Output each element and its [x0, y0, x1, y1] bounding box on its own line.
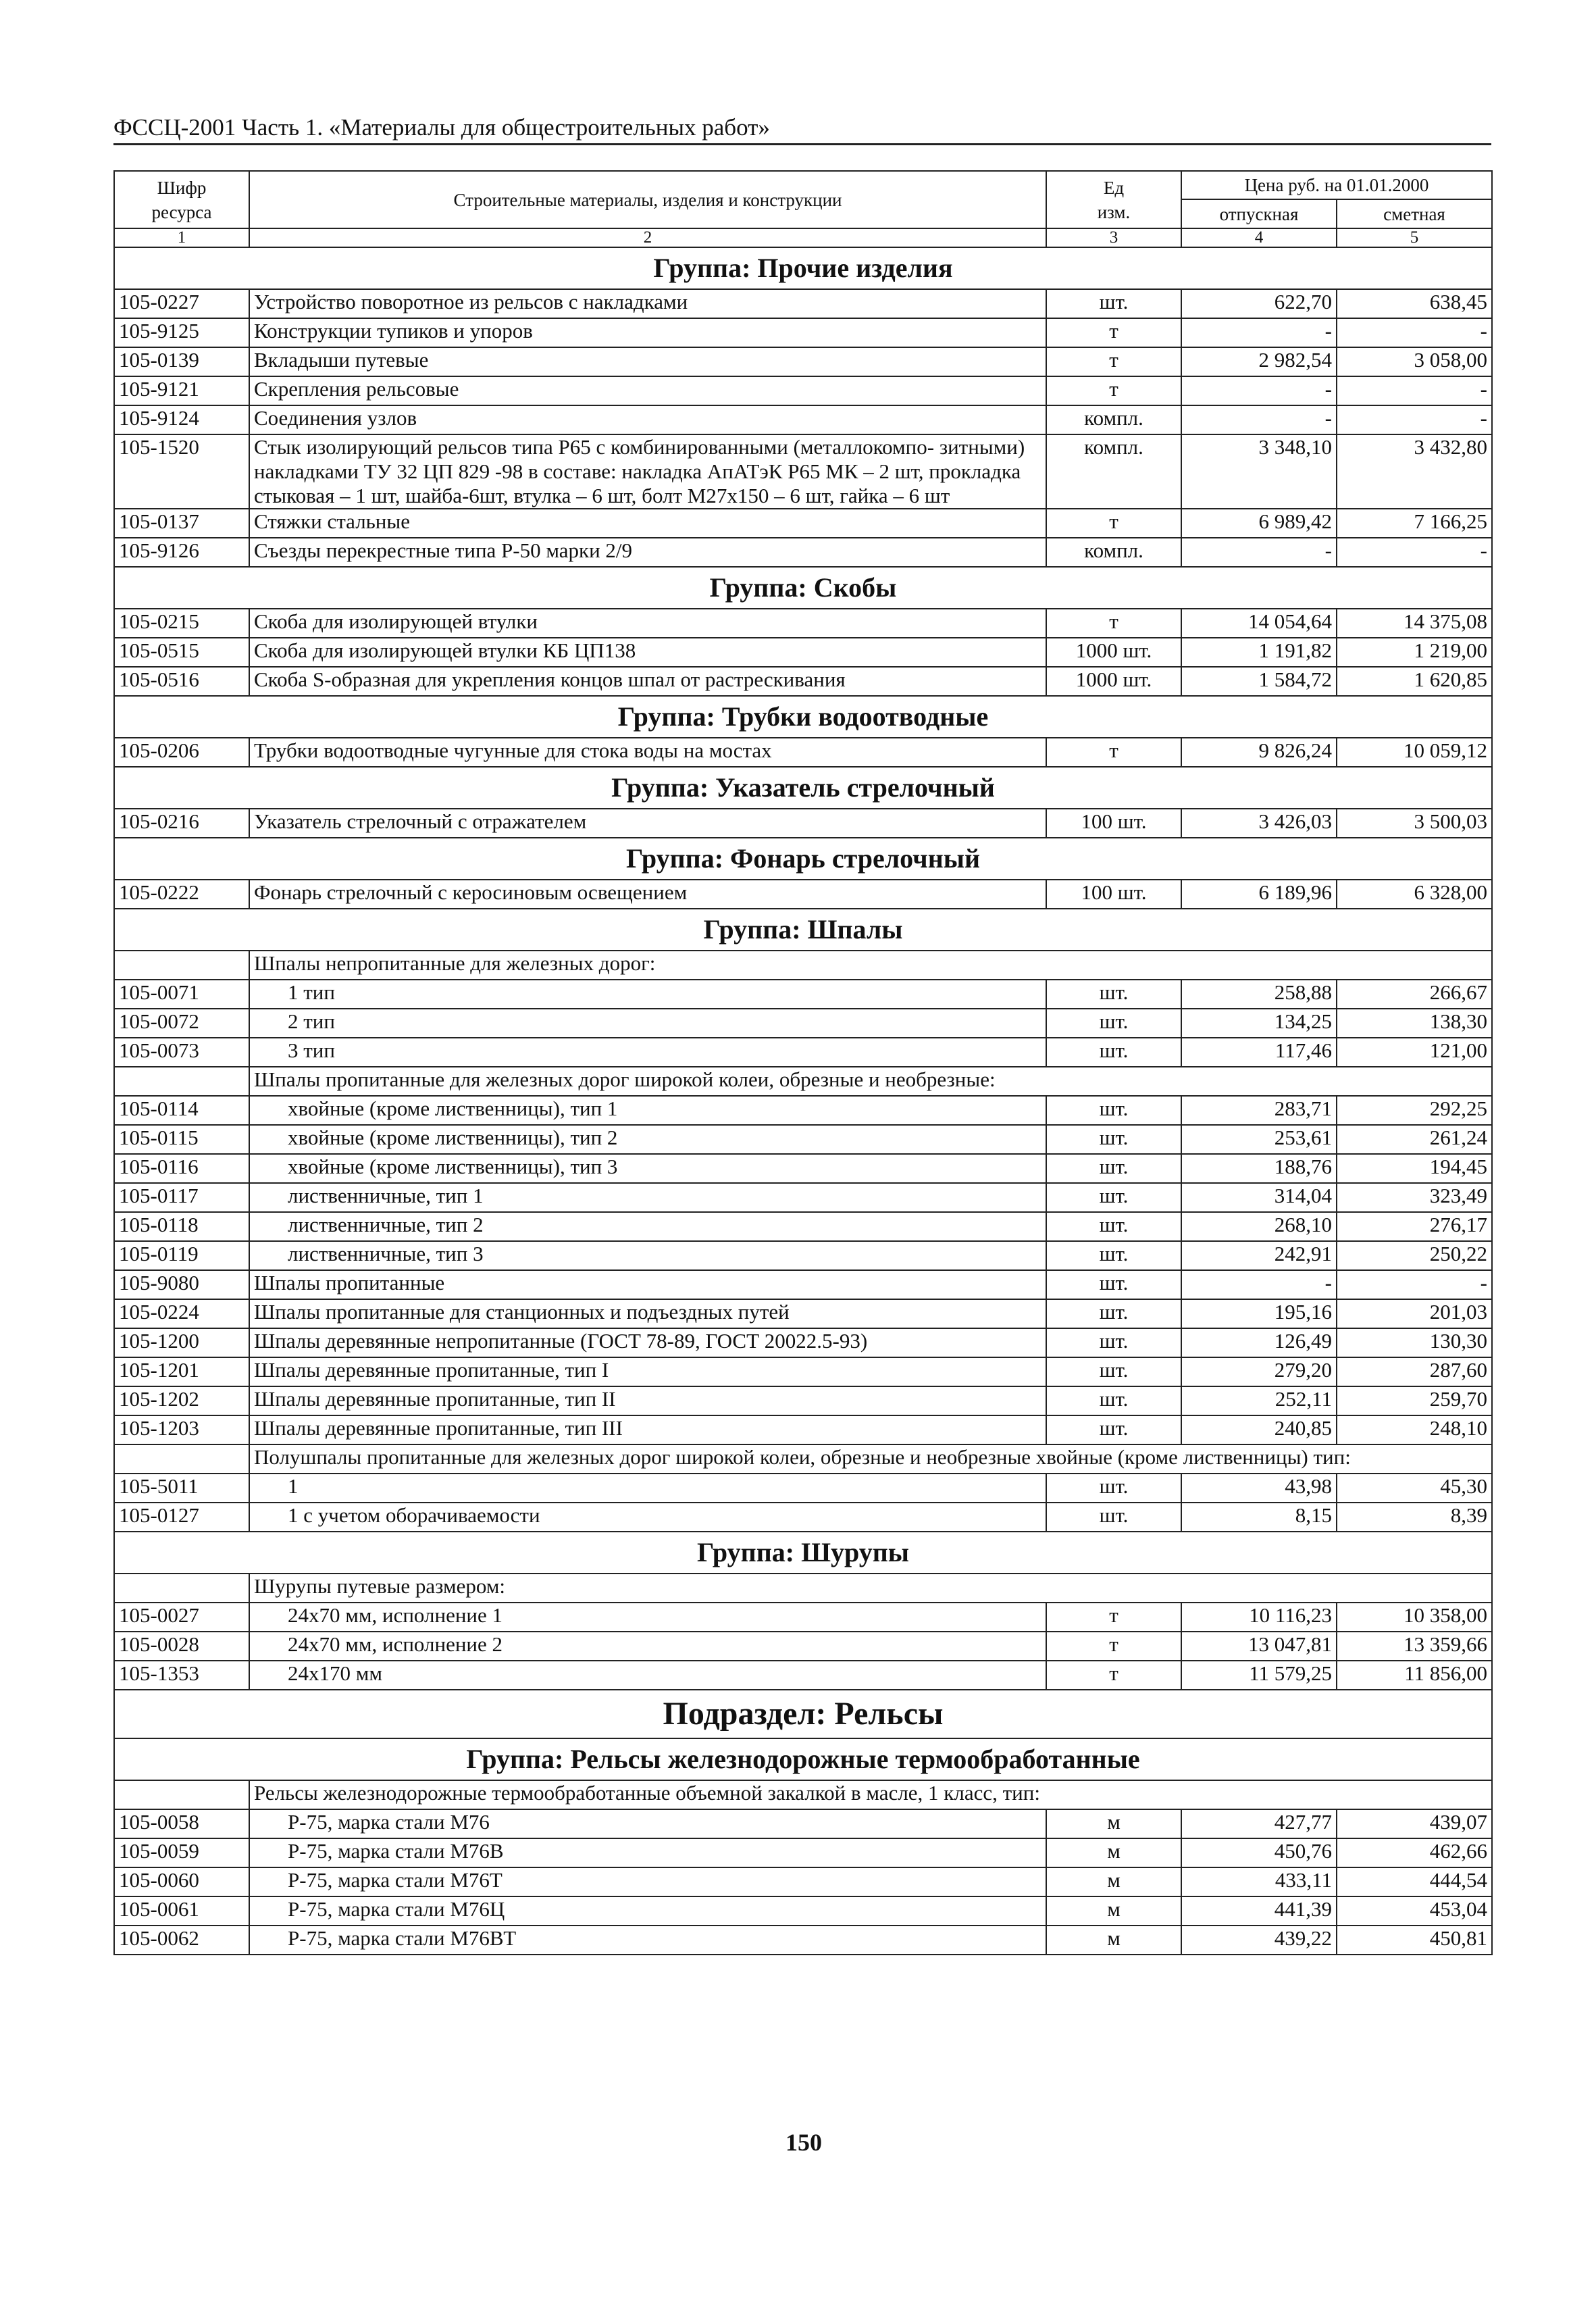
unit-cell: шт.: [1046, 1474, 1181, 1503]
release-price: 6 189,96: [1181, 880, 1337, 909]
estimate-price: 3 500,03: [1337, 809, 1492, 838]
unit-cell: т: [1046, 1632, 1181, 1661]
resource-code: 105-9080: [114, 1270, 249, 1299]
table-row: [114, 1328, 1492, 1357]
release-price: -: [1181, 318, 1337, 347]
release-price: 3 426,03: [1181, 809, 1337, 838]
release-price: 427,77: [1181, 1809, 1337, 1838]
subheading-text: Рельсы железнодорожные термообработанные объемной закалкой в масле, 1 класс, тип:: [249, 1780, 1492, 1809]
group-heading: Группа: Прочие изделия: [114, 247, 1492, 289]
table-row: [114, 809, 1492, 838]
resource-code: 105-0139: [114, 347, 249, 376]
estimate-price: 121,00: [1337, 1038, 1492, 1067]
unit-cell: т: [1046, 509, 1181, 538]
resource-code: 105-0224: [114, 1299, 249, 1328]
resource-code: 105-0060: [114, 1867, 249, 1896]
estimate-price: 638,45: [1337, 289, 1492, 318]
resource-code: 105-1203: [114, 1415, 249, 1444]
estimate-price: 248,10: [1337, 1415, 1492, 1444]
resource-code: 105-0072: [114, 1009, 249, 1038]
resource-code: 105-0071: [114, 980, 249, 1009]
release-price: 450,76: [1181, 1838, 1337, 1867]
material-name: Съезды перекрестные типа Р-50 марки 2/9: [249, 538, 1046, 567]
release-price: 134,25: [1181, 1009, 1337, 1038]
col-header-code: Шифр ресурса: [114, 171, 249, 228]
estimate-price: 439,07: [1337, 1809, 1492, 1838]
unit-cell: шт.: [1046, 1212, 1181, 1241]
estimate-price: 45,30: [1337, 1474, 1492, 1503]
table-row: [114, 1241, 1492, 1270]
unit-cell: т: [1046, 376, 1181, 405]
subheading-text: Шурупы путевые размером:: [249, 1574, 1492, 1603]
estimate-price: 3 058,00: [1337, 347, 1492, 376]
resource-code: 105-5011: [114, 1474, 249, 1503]
unit-cell: шт.: [1046, 1038, 1181, 1067]
release-price: 11 579,25: [1181, 1661, 1337, 1690]
table-row: [114, 1896, 1492, 1926]
table-row: [114, 1386, 1492, 1415]
unit-cell: 1000 шт.: [1046, 638, 1181, 667]
estimate-price: 444,54: [1337, 1867, 1492, 1896]
unit-cell: шт.: [1046, 1357, 1181, 1386]
material-name: Р-75, марка стали М76Ц: [249, 1896, 1046, 1926]
resource-code: 105-0216: [114, 809, 249, 838]
release-price: 242,91: [1181, 1241, 1337, 1270]
resource-code: 105-1201: [114, 1357, 249, 1386]
table-row: [114, 738, 1492, 767]
release-price: 9 826,24: [1181, 738, 1337, 767]
table-row: [114, 1009, 1492, 1038]
table-row: [114, 318, 1492, 347]
estimate-price: 201,03: [1337, 1299, 1492, 1328]
material-name: 1 тип: [249, 980, 1046, 1009]
table-row: [114, 347, 1492, 376]
material-name: Р-75, марка стали М76: [249, 1809, 1046, 1838]
unit-cell: 100 шт.: [1046, 880, 1181, 909]
unit-cell: т: [1046, 609, 1181, 638]
unit-cell: м: [1046, 1896, 1181, 1926]
resource-code: 105-0127: [114, 1503, 249, 1532]
estimate-price: 194,45: [1337, 1154, 1492, 1183]
estimate-price: 10 059,12: [1337, 738, 1492, 767]
estimate-price: -: [1337, 538, 1492, 567]
table-row: [114, 1474, 1492, 1503]
column-number: 1: [114, 228, 249, 247]
material-name: Шпалы деревянные пропитанные, тип III: [249, 1415, 1046, 1444]
estimate-price: 292,25: [1337, 1096, 1492, 1125]
table-row: [114, 1603, 1492, 1632]
col-header-unit: Ед изм.: [1046, 171, 1181, 228]
material-name: 2 тип: [249, 1009, 1046, 1038]
unit-cell: шт.: [1046, 1270, 1181, 1299]
estimate-price: 261,24: [1337, 1125, 1492, 1154]
material-name: 1 с учетом оборачиваемости: [249, 1503, 1046, 1532]
release-price: 283,71: [1181, 1096, 1337, 1125]
unit-cell: шт.: [1046, 1415, 1181, 1444]
subheading-text: Полушпалы пропитанные для железных дорог широкой колеи, обрезные и необрезные хвойные (кроме лиственницы) тип:: [249, 1444, 1492, 1474]
resource-code: 105-9124: [114, 405, 249, 434]
column-number: 2: [249, 228, 1046, 247]
unit-cell: компл.: [1046, 538, 1181, 567]
group-heading: Группа: Шурупы: [114, 1532, 1492, 1574]
subheading-row: [114, 951, 1492, 980]
material-name: 1: [249, 1474, 1046, 1503]
table-row: [114, 509, 1492, 538]
material-name: Скоба для изолирующей втулки: [249, 609, 1046, 638]
release-price: 2 982,54: [1181, 347, 1337, 376]
table-row: [114, 405, 1492, 434]
estimate-price: -: [1337, 376, 1492, 405]
release-price: -: [1181, 405, 1337, 434]
table-row: [114, 1212, 1492, 1241]
subheading-row: [114, 1574, 1492, 1603]
group-heading: Группа: Указатель стрелочный: [114, 767, 1492, 809]
release-price: 252,11: [1181, 1386, 1337, 1415]
release-price: 439,22: [1181, 1926, 1337, 1955]
material-name: Скрепления рельсовые: [249, 376, 1046, 405]
material-name: Шпалы пропитанные: [249, 1270, 1046, 1299]
group-heading-row: [114, 696, 1492, 738]
estimate-price: -: [1337, 405, 1492, 434]
estimate-price: 1 620,85: [1337, 667, 1492, 696]
release-price: 441,39: [1181, 1896, 1337, 1926]
estimate-price: 276,17: [1337, 1212, 1492, 1241]
group-heading-row: [114, 1532, 1492, 1574]
unit-cell: шт.: [1046, 1503, 1181, 1532]
resource-code: 105-0215: [114, 609, 249, 638]
page-number: 150: [786, 2129, 822, 2156]
release-price: 240,85: [1181, 1415, 1337, 1444]
material-name: Шпалы деревянные пропитанные, тип I: [249, 1357, 1046, 1386]
estimate-price: 7 166,25: [1337, 509, 1492, 538]
material-name: 24х170 мм: [249, 1661, 1046, 1690]
resource-code: 105-0227: [114, 289, 249, 318]
material-name: Конструкции тупиков и упоров: [249, 318, 1046, 347]
unit-cell: шт.: [1046, 980, 1181, 1009]
resource-code: 105-0073: [114, 1038, 249, 1067]
resource-code: 105-0137: [114, 509, 249, 538]
material-name: Устройство поворотное из рельсов с накладками: [249, 289, 1046, 318]
group-heading: Группа: Трубки водоотводные: [114, 696, 1492, 738]
table-row: [114, 1838, 1492, 1867]
table-row: [114, 1926, 1492, 1955]
resource-code: 105-0516: [114, 667, 249, 696]
group-heading-row: [114, 567, 1492, 609]
estimate-price: -: [1337, 1270, 1492, 1299]
material-name: Шпалы деревянные пропитанные, тип II: [249, 1386, 1046, 1415]
group-heading-row: [114, 838, 1492, 880]
release-price: 126,49: [1181, 1328, 1337, 1357]
release-price: 195,16: [1181, 1299, 1337, 1328]
empty-code-cell: [114, 1780, 249, 1809]
group-heading-row: [114, 909, 1492, 951]
unit-cell: м: [1046, 1838, 1181, 1867]
resource-code: 105-0222: [114, 880, 249, 909]
empty-code-cell: [114, 951, 249, 980]
group-heading-row: [114, 1738, 1492, 1780]
estimate-price: 130,30: [1337, 1328, 1492, 1357]
group-heading: Группа: Фонарь стрелочный: [114, 838, 1492, 880]
table-row: [114, 1154, 1492, 1183]
release-price: 314,04: [1181, 1183, 1337, 1212]
table-row: [114, 1183, 1492, 1212]
unit-cell: шт.: [1046, 1241, 1181, 1270]
estimate-price: 462,66: [1337, 1838, 1492, 1867]
table-row: [114, 1867, 1492, 1896]
table-row: [114, 538, 1492, 567]
material-name: Шпалы пропитанные для станционных и подъездных путей: [249, 1299, 1046, 1328]
resource-code: 105-1520: [114, 434, 249, 509]
unit-cell: т: [1046, 347, 1181, 376]
release-price: 268,10: [1181, 1212, 1337, 1241]
release-price: 6 989,42: [1181, 509, 1337, 538]
unit-cell: шт.: [1046, 1328, 1181, 1357]
material-name: Шпалы деревянные непропитанные (ГОСТ 78-89, ГОСТ 20022.5-93): [249, 1328, 1046, 1357]
column-number: 4: [1181, 228, 1337, 247]
table-row: [114, 1632, 1492, 1661]
subheading-row: [114, 1067, 1492, 1096]
material-name: хвойные (кроме лиственницы), тип 3: [249, 1154, 1046, 1183]
resource-code: 105-0515: [114, 638, 249, 667]
resource-code: 105-0115: [114, 1125, 249, 1154]
material-name: Фонарь стрелочный с керосиновым освещением: [249, 880, 1046, 909]
group-heading: Группа: Шпалы: [114, 909, 1492, 951]
unit-cell: т: [1046, 1661, 1181, 1690]
unit-cell: м: [1046, 1867, 1181, 1896]
release-price: 188,76: [1181, 1154, 1337, 1183]
table-row: [114, 289, 1492, 318]
table-row: [114, 609, 1492, 638]
material-name: лиственничные, тип 3: [249, 1241, 1046, 1270]
estimate-price: 13 359,66: [1337, 1632, 1492, 1661]
material-name: лиственничные, тип 2: [249, 1212, 1046, 1241]
release-price: 622,70: [1181, 289, 1337, 318]
empty-code-cell: [114, 1067, 249, 1096]
release-price: 1 191,82: [1181, 638, 1337, 667]
resource-code: 105-9121: [114, 376, 249, 405]
price-table: [113, 170, 1493, 1955]
table-row: [114, 1415, 1492, 1444]
unit-cell: шт.: [1046, 289, 1181, 318]
table-row: [114, 1038, 1492, 1067]
estimate-price: 8,39: [1337, 1503, 1492, 1532]
resource-code: 105-0027: [114, 1603, 249, 1632]
release-price: -: [1181, 376, 1337, 405]
release-price: 258,88: [1181, 980, 1337, 1009]
release-price: 3 348,10: [1181, 434, 1337, 509]
resource-code: 105-0118: [114, 1212, 249, 1241]
resource-code: 105-1200: [114, 1328, 249, 1357]
release-price: 279,20: [1181, 1357, 1337, 1386]
resource-code: 105-0114: [114, 1096, 249, 1125]
table-row: [114, 434, 1492, 509]
estimate-price: 138,30: [1337, 1009, 1492, 1038]
table-row: [114, 376, 1492, 405]
group-heading: Группа: Скобы: [114, 567, 1492, 609]
unit-cell: шт.: [1046, 1299, 1181, 1328]
table-row: [114, 880, 1492, 909]
material-name: Р-75, марка стали М76В: [249, 1838, 1046, 1867]
empty-code-cell: [114, 1574, 249, 1603]
estimate-price: 450,81: [1337, 1926, 1492, 1955]
material-name: лиственничные, тип 1: [249, 1183, 1046, 1212]
unit-cell: т: [1046, 1603, 1181, 1632]
estimate-price: 453,04: [1337, 1896, 1492, 1926]
estimate-price: 250,22: [1337, 1241, 1492, 1270]
resource-code: 105-0061: [114, 1896, 249, 1926]
estimate-price: 266,67: [1337, 980, 1492, 1009]
table-header-row: [114, 171, 1492, 199]
col-header-name: Строительные материалы, изделия и конструкции: [249, 171, 1046, 228]
resource-code: 105-0028: [114, 1632, 249, 1661]
estimate-price: 287,60: [1337, 1357, 1492, 1386]
estimate-price: -: [1337, 318, 1492, 347]
unit-cell: 100 шт.: [1046, 809, 1181, 838]
material-name: Соединения узлов: [249, 405, 1046, 434]
material-name: хвойные (кроме лиственницы), тип 2: [249, 1125, 1046, 1154]
material-name: Указатель стрелочный с отражателем: [249, 809, 1046, 838]
estimate-price: 6 328,00: [1337, 880, 1492, 909]
table-row: [114, 1661, 1492, 1690]
group-heading-row: [114, 247, 1492, 289]
release-price: -: [1181, 538, 1337, 567]
resource-code: 105-0116: [114, 1154, 249, 1183]
resource-code: 105-0117: [114, 1183, 249, 1212]
column-number: 3: [1046, 228, 1181, 247]
resource-code: 105-9125: [114, 318, 249, 347]
col-header-release-price: отпускная: [1181, 199, 1337, 228]
resource-code: 105-1353: [114, 1661, 249, 1690]
material-name: Р-75, марка стали М76Т: [249, 1867, 1046, 1896]
unit-cell: шт.: [1046, 1096, 1181, 1125]
col-header-price: Цена руб. на 01.01.2000: [1181, 171, 1492, 199]
resource-code: 105-1202: [114, 1386, 249, 1415]
material-name: Р-75, марка стали М76ВТ: [249, 1926, 1046, 1955]
unit-cell: 1000 шт.: [1046, 667, 1181, 696]
table-row: [114, 1270, 1492, 1299]
release-price: 1 584,72: [1181, 667, 1337, 696]
material-name: Стяжки стальные: [249, 509, 1046, 538]
release-price: -: [1181, 1270, 1337, 1299]
unit-cell: т: [1046, 318, 1181, 347]
unit-cell: м: [1046, 1809, 1181, 1838]
material-name: Трубки водоотводные чугунные для стока воды на мостах: [249, 738, 1046, 767]
material-name: Стык изолирующий рельсов типа Р65 с комбинированными (металлокомпо- зитными) накладками ТУ 32 ЦП 829 -98 в составе: накладка АпАТэК Р65 МК – 2 шт, прокладка стыковая – 1 шт, шайба-6шт, втулка – 6 шт, болт М27х150 – 6 шт, гайка – 6 шт: [249, 434, 1046, 509]
estimate-price: 323,49: [1337, 1183, 1492, 1212]
material-name: 24х70 мм, исполнение 2: [249, 1632, 1046, 1661]
subheading-text: Шпалы непропитанные для железных дорог:: [249, 951, 1492, 980]
table-row: [114, 1809, 1492, 1838]
estimate-price: 11 856,00: [1337, 1661, 1492, 1690]
estimate-price: 10 358,00: [1337, 1603, 1492, 1632]
release-price: 43,98: [1181, 1474, 1337, 1503]
subheading-row: [114, 1444, 1492, 1474]
subheading-row: [114, 1780, 1492, 1809]
unit-cell: шт.: [1046, 1386, 1181, 1415]
unit-cell: м: [1046, 1926, 1181, 1955]
resource-code: 105-0058: [114, 1809, 249, 1838]
unit-cell: шт.: [1046, 1125, 1181, 1154]
release-price: 8,15: [1181, 1503, 1337, 1532]
unit-cell: компл.: [1046, 434, 1181, 509]
table-row: [114, 1096, 1492, 1125]
resource-code: 105-0119: [114, 1241, 249, 1270]
release-price: 433,11: [1181, 1867, 1337, 1896]
group-heading: Группа: Рельсы железнодорожные термообработанные: [114, 1738, 1492, 1780]
group-heading-row: [114, 767, 1492, 809]
table-row: [114, 1357, 1492, 1386]
resource-code: 105-9126: [114, 538, 249, 567]
unit-cell: компл.: [1046, 405, 1181, 434]
table-row: [114, 980, 1492, 1009]
release-price: 10 116,23: [1181, 1603, 1337, 1632]
unit-cell: т: [1046, 738, 1181, 767]
table-row: [114, 1299, 1492, 1328]
material-name: Скоба S-образная для укрепления концов шпал от растрескивания: [249, 667, 1046, 696]
subsection-heading-row: [114, 1690, 1492, 1738]
resource-code: 105-0062: [114, 1926, 249, 1955]
col-header-estimate-price: сметная: [1337, 199, 1492, 228]
column-number: 5: [1337, 228, 1492, 247]
material-name: 24х70 мм, исполнение 1: [249, 1603, 1046, 1632]
subheading-text: Шпалы пропитанные для железных дорог широкой колеи, обрезные и необрезные:: [249, 1067, 1492, 1096]
resource-code: 105-0059: [114, 1838, 249, 1867]
page-header: ФССЦ-2001 Часть 1. «Материалы для общестроительных работ»: [113, 114, 1491, 145]
material-name: 3 тип: [249, 1038, 1046, 1067]
table-row: [114, 638, 1492, 667]
column-number-row: [114, 228, 1492, 247]
unit-cell: шт.: [1046, 1009, 1181, 1038]
table-row: [114, 1503, 1492, 1532]
table-row: [114, 667, 1492, 696]
empty-code-cell: [114, 1444, 249, 1474]
estimate-price: 1 219,00: [1337, 638, 1492, 667]
material-name: Скоба для изолирующей втулки КБ ЦП138: [249, 638, 1046, 667]
material-name: хвойные (кроме лиственницы), тип 1: [249, 1096, 1046, 1125]
release-price: 117,46: [1181, 1038, 1337, 1067]
release-price: 14 054,64: [1181, 609, 1337, 638]
table-row: [114, 1125, 1492, 1154]
unit-cell: шт.: [1046, 1183, 1181, 1212]
release-price: 253,61: [1181, 1125, 1337, 1154]
subsection-heading: Подраздел: Рельсы: [114, 1690, 1492, 1738]
resource-code: 105-0206: [114, 738, 249, 767]
material-name: Вкладыши путевые: [249, 347, 1046, 376]
unit-cell: шт.: [1046, 1154, 1181, 1183]
release-price: 13 047,81: [1181, 1632, 1337, 1661]
estimate-price: 14 375,08: [1337, 609, 1492, 638]
estimate-price: 259,70: [1337, 1386, 1492, 1415]
estimate-price: 3 432,80: [1337, 434, 1492, 509]
